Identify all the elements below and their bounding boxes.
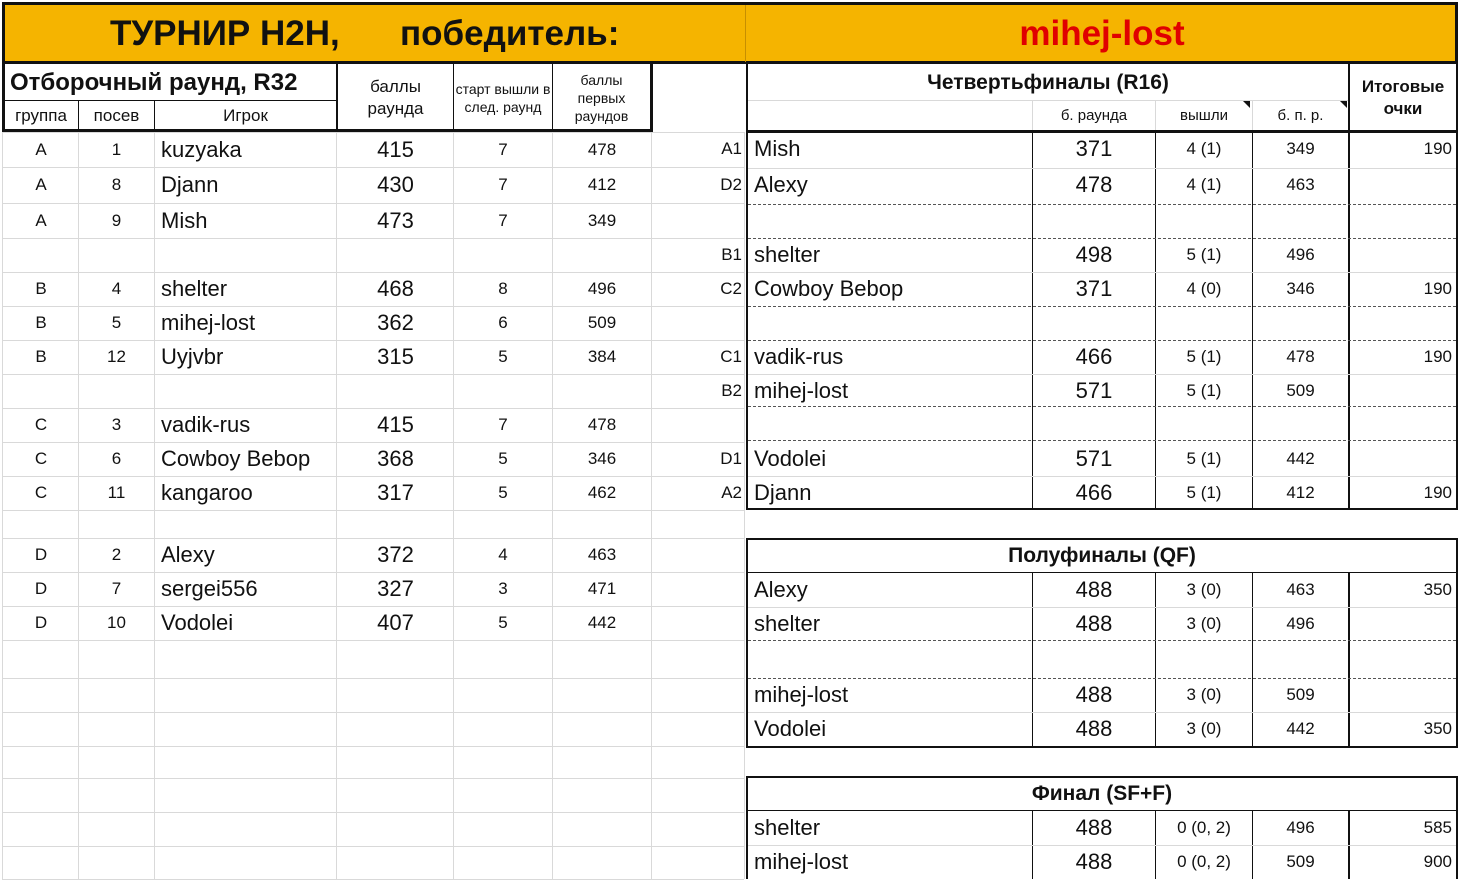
group-cell: B [35, 279, 47, 298]
quarterfinals-title: Четвертьфиналы (R16) [927, 71, 1169, 94]
total-points [1350, 374, 1456, 408]
advanced-count: 5 (1) [1186, 449, 1222, 468]
col-first-points-label: баллы первых раундов [574, 72, 629, 124]
first-points: 412 [1286, 483, 1315, 502]
total-points [1350, 442, 1456, 476]
seed-cell: 5 [111, 313, 122, 332]
first-points: 471 [587, 579, 617, 598]
round-points: 478 [1075, 172, 1113, 197]
advanced-count: 4 (0) [1186, 279, 1222, 298]
first-points: 496 [1286, 818, 1315, 837]
match-code: D1 [720, 449, 742, 468]
player-name: Cowboy Bebop [754, 276, 904, 301]
first-points: 509 [1286, 381, 1315, 400]
match-code: A2 [721, 483, 742, 502]
first-points: 496 [1286, 614, 1315, 633]
grid-row-line [2, 712, 744, 713]
group-cell: A [35, 139, 47, 159]
player-name: vadik-rus [161, 412, 251, 437]
total-points: 900 [1423, 852, 1452, 871]
advanced-count: 7 [498, 210, 508, 230]
advanced-count: 5 (1) [1186, 381, 1222, 400]
group-cell: C [34, 483, 48, 502]
grid-row-line [2, 746, 744, 747]
qf-dash-line [748, 204, 1456, 205]
round-points: 315 [377, 344, 414, 369]
seed-cell: 12 [107, 347, 126, 366]
qf-col-sep [1155, 133, 1156, 510]
advanced-count: 4 (1) [1186, 175, 1222, 194]
col-points-label: баллы раунда [367, 77, 424, 118]
round-points: 488 [1075, 716, 1113, 741]
advanced-count: 3 (0) [1186, 614, 1222, 633]
col-first-points [553, 66, 650, 130]
first-points: 478 [587, 415, 617, 434]
col-group: группа [15, 106, 67, 125]
final-title: Финал (SF+F) [1031, 782, 1173, 805]
qf-dash-line [748, 440, 1456, 441]
advanced-count: 3 (0) [1186, 719, 1222, 738]
advanced-count: 6 [498, 313, 508, 332]
first-points: 496 [587, 279, 617, 298]
match-code: B1 [721, 245, 742, 264]
grid-row-line [2, 778, 744, 779]
qf-col-points: б. раунда [1060, 107, 1128, 124]
advanced-count: 5 (1) [1186, 483, 1222, 502]
first-points: 463 [587, 545, 617, 564]
round-points: 571 [1075, 378, 1113, 403]
grid-col-line [336, 132, 337, 879]
total-points [1350, 168, 1456, 202]
group-cell: B [35, 313, 47, 332]
seed-cell: 4 [111, 279, 122, 298]
qf-col-sep [1032, 133, 1033, 510]
qf-row-line [748, 476, 1456, 477]
round-points: 466 [1075, 480, 1113, 505]
round-points: 362 [377, 310, 414, 335]
total-points: 190 [1423, 347, 1452, 366]
grid-row-line [2, 812, 744, 813]
round-points: 488 [1075, 577, 1113, 602]
player-name: mihej-lost [754, 849, 849, 874]
qf-row-line [748, 272, 1456, 273]
sf-col-sep [1155, 573, 1156, 748]
player-name: Djann [161, 172, 219, 197]
grid-col-line [651, 132, 652, 879]
advanced-count: 5 [498, 449, 508, 468]
advanced-count: 4 [498, 545, 508, 564]
first-points: 509 [1286, 685, 1315, 704]
player-name: kangaroo [161, 480, 253, 505]
round-points: 488 [1075, 849, 1113, 874]
advanced-count: 7 [498, 175, 508, 194]
total-points [1350, 607, 1456, 641]
match-code: B2 [721, 381, 742, 400]
round-points: 317 [377, 480, 414, 505]
seed-cell: 7 [111, 579, 122, 598]
sf-col-sep [1032, 573, 1033, 748]
grid-row-line [2, 510, 744, 511]
grid-row-line [2, 640, 744, 641]
advanced-count: 5 (1) [1186, 245, 1222, 264]
player-name: shelter [754, 242, 821, 267]
grid-row-line [2, 238, 744, 239]
advanced-count: 5 [498, 613, 508, 632]
total-points: 350 [1423, 719, 1452, 738]
round-points: 415 [377, 412, 414, 437]
seed-cell: 8 [111, 175, 122, 194]
player-name: Alexy [754, 577, 808, 602]
player-name: mihej-lost [754, 378, 849, 403]
first-points: 463 [1286, 175, 1315, 194]
round-points: 372 [377, 542, 414, 567]
advanced-count: 8 [498, 279, 508, 298]
total-points: 190 [1423, 279, 1452, 298]
advanced-count: 7 [498, 139, 508, 159]
advanced-count: 5 [498, 347, 508, 366]
sf-dash-line [748, 678, 1456, 679]
fn-row-line [748, 845, 1456, 846]
seed-cell: 11 [107, 483, 126, 502]
match-code: A1 [721, 139, 742, 158]
first-points: 346 [587, 449, 617, 468]
round-points: 571 [1075, 446, 1113, 471]
seed-cell: 3 [111, 415, 122, 434]
qf-col-sep [1252, 133, 1253, 510]
qf-col-total [1350, 66, 1456, 130]
sf-col-sep [1348, 573, 1350, 748]
round-points: 473 [377, 207, 414, 233]
advanced-count: 7 [498, 415, 508, 434]
first-points: 349 [1286, 139, 1315, 158]
group-cell: D [34, 545, 48, 564]
advanced-count: 0 (0, 2) [1177, 852, 1231, 871]
player-name: Uyjvbr [161, 344, 224, 369]
total-points [1350, 678, 1456, 712]
grid-row-line [2, 374, 744, 375]
seed-cell: 6 [111, 449, 122, 468]
qf-dash-line [748, 406, 1456, 407]
player-name: Alexy [754, 172, 808, 197]
total-points: 585 [1423, 818, 1452, 837]
first-points: 384 [587, 347, 617, 366]
player-name: Vodolei [754, 446, 827, 471]
sf-row-line [748, 712, 1456, 713]
first-points: 349 [587, 210, 617, 230]
total-points [1350, 238, 1456, 272]
qf-col-first: б. п. р. [1277, 107, 1324, 124]
round-points: 407 [377, 610, 414, 635]
round-points: 327 [377, 576, 414, 601]
player-name: shelter [754, 611, 821, 636]
col-player: Игрок [223, 106, 268, 125]
first-points: 442 [1286, 719, 1315, 738]
sf-dash-line [748, 640, 1456, 641]
qf-dash-line [748, 340, 1456, 341]
total-points: 190 [1423, 139, 1452, 158]
group-cell: C [34, 449, 48, 468]
advanced-count: 5 [498, 483, 508, 502]
advanced-count: 4 (1) [1186, 139, 1222, 158]
total-points: 190 [1423, 483, 1452, 502]
player-name: shelter [161, 276, 228, 301]
qf-row-line [748, 168, 1456, 169]
first-points: 412 [587, 175, 617, 194]
advanced-count: 3 (0) [1186, 685, 1222, 704]
round-points: 371 [1075, 276, 1113, 301]
first-points: 463 [1286, 580, 1315, 599]
player-name: shelter [754, 815, 821, 840]
player-name: sergei556 [161, 576, 258, 601]
player-name: Vodolei [161, 610, 234, 635]
qf-row-line [748, 374, 1456, 375]
round-points: 468 [377, 276, 414, 301]
advanced-count: 0 (0, 2) [1177, 818, 1231, 837]
semifinals-title: Полуфиналы (QF) [1008, 544, 1196, 567]
player-name: vadik-rus [754, 344, 844, 369]
player-name: Vodolei [754, 716, 827, 741]
col-seed: посев [93, 106, 140, 125]
match-code: C1 [720, 347, 742, 366]
first-points: 442 [1286, 449, 1315, 468]
group-cell: C [34, 415, 48, 434]
player-name: mihej-lost [754, 682, 849, 707]
seed-cell: 2 [111, 545, 122, 564]
total-points: 350 [1423, 580, 1452, 599]
first-points: 478 [587, 139, 617, 159]
col-points [338, 66, 453, 130]
first-points: 346 [1286, 279, 1315, 298]
sf-row-line [748, 607, 1456, 608]
group-cell: D [34, 613, 48, 632]
qf-col-total-label: Итоговые очки [1361, 77, 1445, 118]
group-cell: D [34, 579, 48, 598]
first-points: 478 [1286, 347, 1315, 366]
first-points: 496 [1286, 245, 1315, 264]
player-name: Cowboy Bebop [161, 446, 311, 471]
qf-dash-line [748, 238, 1456, 239]
qualifying-title: Отборочный раунд, R32 [10, 69, 298, 96]
grid-row-line [2, 846, 744, 847]
qf-col-advanced: вышли [1180, 107, 1228, 124]
sf-col-sep [1252, 573, 1253, 748]
match-code: C2 [720, 279, 742, 298]
player-name: kuzyaka [161, 136, 242, 162]
match-code: D2 [720, 175, 742, 194]
player-name: mihej-lost [161, 310, 256, 335]
seed-cell: 1 [111, 139, 122, 159]
col-advanced [454, 66, 552, 130]
first-points: 509 [587, 313, 617, 332]
first-points: 462 [587, 483, 617, 502]
first-points: 442 [587, 613, 617, 632]
round-points: 368 [377, 446, 414, 471]
first-points: 509 [1286, 852, 1315, 871]
col-advanced-label: старт вышли в след. раунд [455, 81, 551, 115]
group-cell: A [35, 175, 47, 194]
advanced-count: 3 (0) [1186, 580, 1222, 599]
qf-dash-line [748, 306, 1456, 307]
player-name: Mish [754, 136, 801, 161]
banner-title: ТУРНИР H2H, [110, 14, 340, 53]
seed-cell: 10 [107, 613, 126, 632]
advanced-count: 5 (1) [1186, 347, 1222, 366]
seed-cell: 9 [111, 210, 122, 230]
round-points: 371 [1075, 136, 1113, 161]
advanced-count: 3 [498, 579, 508, 598]
round-points: 488 [1075, 682, 1113, 707]
group-cell: B [35, 347, 47, 366]
player-name: Djann [754, 480, 812, 505]
round-points: 415 [377, 136, 414, 162]
banner-winner-label: победитель: [400, 14, 620, 53]
group-cell: A [35, 210, 47, 230]
round-points: 488 [1075, 815, 1113, 840]
winner-name: mihej-lost [1019, 14, 1185, 53]
round-points: 488 [1075, 611, 1113, 636]
grid-row-line [2, 678, 744, 679]
round-points: 430 [377, 172, 414, 197]
player-name: Mish [161, 207, 208, 233]
player-name: Alexy [161, 542, 215, 567]
grid-col-line [2, 132, 3, 879]
round-points: 498 [1075, 242, 1113, 267]
round-points: 466 [1075, 344, 1113, 369]
